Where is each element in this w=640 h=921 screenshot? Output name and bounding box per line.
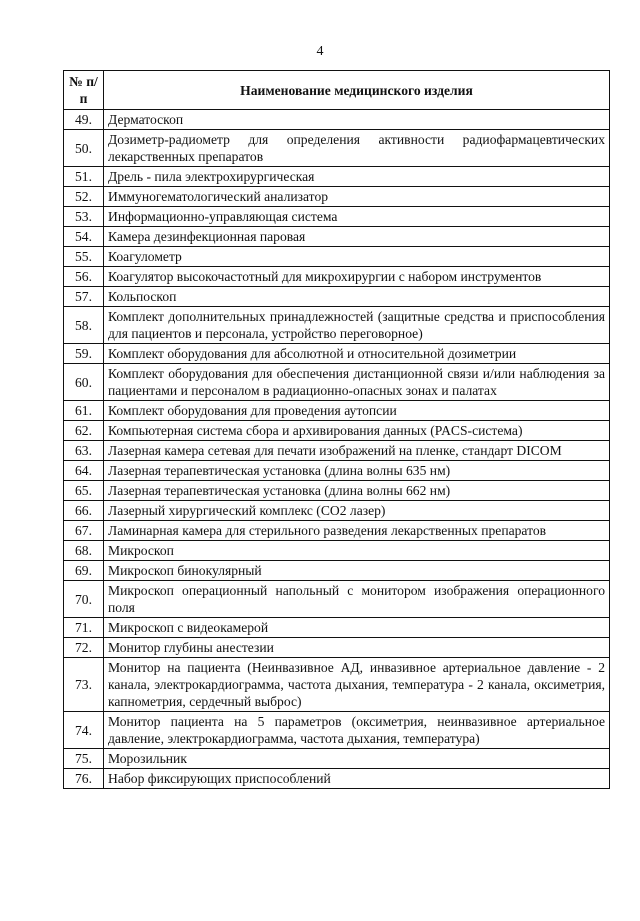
row-number: 63. [64,441,104,461]
device-name: Дозиметр-радиометр для определения активности радиофармацевтических лекарственных препаратов [104,130,610,167]
table-row [64,167,610,187]
table-row [64,749,610,769]
row-number: 51. [64,167,104,187]
table-row [64,227,610,247]
row-number: 67. [64,521,104,541]
page-number: 4 [316,44,324,59]
device-name: Лазерный хирургический комплекс (CO2 лазер) [104,501,610,521]
column-header-number: № п/п [64,71,104,110]
table-row [64,207,610,227]
row-number: 73. [64,658,104,712]
device-name: Компьютерная система сбора и архивирования данных (PACS-система) [104,421,610,441]
row-number: 54. [64,227,104,247]
device-name: Комплект оборудования для проведения аутопсии [104,401,610,421]
row-number: 53. [64,207,104,227]
device-name: Ламинарная камера для стерильного разведения лекарственных препаратов [104,521,610,541]
row-number: 75. [64,749,104,769]
table-row [64,618,610,638]
row-number: 72. [64,638,104,658]
row-number: 68. [64,541,104,561]
column-header-device-name: Наименование медицинского изделия [104,71,610,110]
table-row [64,307,610,344]
table-row [64,187,610,207]
device-name: Монитор глубины анестезии [104,638,610,658]
row-number: 62. [64,421,104,441]
device-name: Микроскоп [104,541,610,561]
table-row [64,344,610,364]
device-name: Комплект оборудования для абсолютной и относительной дозиметрии [104,344,610,364]
table-row [64,581,610,618]
row-number: 55. [64,247,104,267]
device-name: Лазерная терапевтическая установка (длина волны 662 нм) [104,481,610,501]
row-number: 74. [64,712,104,749]
row-number: 71. [64,618,104,638]
row-number: 65. [64,481,104,501]
row-number: 64. [64,461,104,481]
table-row [64,421,610,441]
table-row [64,130,610,167]
device-name: Лазерная терапевтическая установка (длина волны 635 нм) [104,461,610,481]
row-number: 50. [64,130,104,167]
table-row [64,441,610,461]
device-name: Лазерная камера сетевая для печати изображений на пленке, стандарт DICOM [104,441,610,461]
row-number: 66. [64,501,104,521]
table-header-row [64,71,610,110]
table-row [64,501,610,521]
device-name: Микроскоп с видеокамерой [104,618,610,638]
row-number: 58. [64,307,104,344]
row-number: 69. [64,561,104,581]
device-name: Кольпоскоп [104,287,610,307]
device-name: Коагулятор высокочастотный для микрохирургии с набором инструментов [104,267,610,287]
row-number: 76. [64,769,104,789]
medical-devices-table [63,70,610,789]
table-row [64,712,610,749]
row-number: 49. [64,110,104,130]
row-number: 60. [64,364,104,401]
table-row [64,769,610,789]
row-number: 57. [64,287,104,307]
device-name: Комплект дополнительных принадлежностей (защитные средства и приспособления для пациентов и персонала, устройство переговорное) [104,307,610,344]
row-number: 61. [64,401,104,421]
device-name: Монитор пациента на 5 параметров (оксиметрия, неинвазивное артериальное давление, электрокардиограмма, частота дыхания, температура) [104,712,610,749]
device-name: Иммуногематологический анализатор [104,187,610,207]
row-number: 70. [64,581,104,618]
table-row [64,364,610,401]
table-row [64,461,610,481]
row-number: 56. [64,267,104,287]
device-name: Камера дезинфекционная паровая [104,227,610,247]
device-name: Морозильник [104,749,610,769]
table-row [64,638,610,658]
device-name: Микроскоп бинокулярный [104,561,610,581]
device-name: Монитор на пациента (Неинвазивное АД, инвазивное артериальное давление - 2 канала, электрокардиограмма, частота дыхания, температура - 2 канала, оксиметрия, капнометрия, сердечный выброс) [104,658,610,712]
device-name: Микроскоп операционный напольный с монитором изображения операционного поля [104,581,610,618]
device-name: Коагулометр [104,247,610,267]
table-row [64,247,610,267]
device-name: Дрель - пила электрохирургическая [104,167,610,187]
device-name: Информационно-управляющая система [104,207,610,227]
row-number: 59. [64,344,104,364]
table-row [64,267,610,287]
table-row [64,110,610,130]
table-row [64,287,610,307]
table-row [64,401,610,421]
device-name: Дерматоскоп [104,110,610,130]
table-row [64,481,610,501]
table-row [64,521,610,541]
row-number: 52. [64,187,104,207]
table-row [64,541,610,561]
table-row [64,561,610,581]
device-name: Комплект оборудования для обеспечения дистанционной связи и/или наблюдения за пациентами и персоналом в радиационно-опасных зонах и палатах [104,364,610,401]
table-row [64,658,610,712]
device-name: Набор фиксирующих приспособлений [104,769,610,789]
